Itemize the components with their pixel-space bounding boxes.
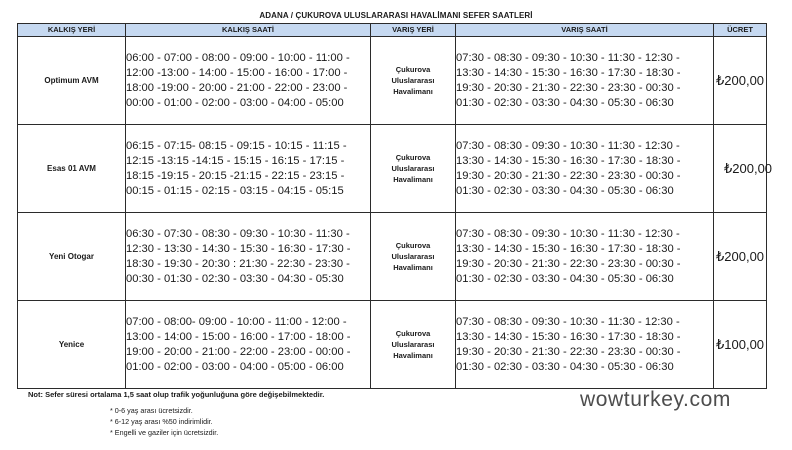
arrival-times-cell [456,37,714,125]
departure-times-line: 12:30 - 13:30 - 14:30 - 15:30 - 16:30 - 17:30 - [126,242,351,255]
arrival-times-line: 01:30 - 02:30 - 03:30 - 04:30 - 05:30 - 06:30 [456,96,674,109]
departure-times-line: 12:00 -13:00 - 14:00 - 15:00 - 16:00 - 17:00 - [126,66,348,79]
header-departure-place: KALKIŞ YERİ [18,24,126,37]
destination-line: Uluslararası [391,164,435,173]
destination-line: Havalimanı [393,87,433,96]
origin-cell: Yenice [18,301,126,389]
destination-line: Havalimanı [393,263,433,272]
header-row [18,24,767,37]
note-item: * 6-12 yaş arası %50 indirimlidir. [110,417,213,426]
duration-note: Not: Sefer süresi ortalama 1,5 saat olup trafik yoğunluğuna göre değişebilmektedir. [28,390,325,399]
destination-line: Uluslararası [391,340,435,349]
departure-times-line: 13:00 - 14:00 - 15:00 - 16:00 - 17:00 - 18:00 - [126,330,351,343]
departure-times-cell [126,301,371,389]
origin-cell: Optimum AVM [18,37,126,125]
arrival-times-line: 13:30 - 14:30 - 15:30 - 16:30 - 17:30 - 18:30 - [456,330,681,343]
destination-cell [371,125,456,213]
arrival-times-line: 07:30 - 08:30 - 09:30 - 10:30 - 11:30 - 12:30 - [456,51,680,64]
arrival-times-line: 07:30 - 08:30 - 09:30 - 10:30 - 11:30 - 12:30 - [456,227,680,240]
arrival-times-cell [456,213,714,301]
arrival-times-line: 19:30 - 20:30 - 21:30 - 22:30 - 23:30 - 00:30 - [456,81,681,94]
destination-cell [371,213,456,301]
arrival-times-line: 01:30 - 02:30 - 03:30 - 04:30 - 05:30 - 06:30 [456,272,674,285]
departure-times-line: 06:30 - 07:30 - 08:30 - 09:30 - 10:30 - 11:30 - [126,227,350,240]
table-row [18,213,767,301]
destination-line: Çukurova [395,241,431,250]
schedule-table [17,23,773,389]
note-item: * Engelli ve gaziler için ücretsizdir. [110,428,219,437]
destination-line: Çukurova [395,65,431,74]
destination-line: Uluslararası [391,76,435,85]
header-arrival-time: VARIŞ SAATİ [456,24,714,37]
table-row [18,125,767,213]
destination-line: Havalimanı [393,351,433,360]
fare-cell: ₺200,00 [714,213,767,301]
departure-times-line: 06:00 - 07:00 - 08:00 - 09:00 - 10:00 - 11:00 - [126,51,350,64]
destination-line: Çukurova [395,153,431,162]
departure-times-line: 19:00 - 20:00 - 21:00 - 22:00 - 23:00 - 00:00 - [126,345,351,358]
schedule-title: ADANA / ÇUKUROVA ULUSLARARASI HAVALİMANI SEFER SAATLERİ [259,11,533,20]
destination-line: Uluslararası [391,252,435,261]
arrival-times-line: 13:30 - 14:30 - 15:30 - 16:30 - 17:30 - 18:30 - [456,66,681,79]
arrival-times-line: 01:30 - 02:30 - 03:30 - 04:30 - 05:30 - 06:30 [456,184,674,197]
departure-times-line: 12:15 -13:15 -14:15 - 15:15 - 16:15 - 17:15 - [126,154,345,167]
origin-cell: Esas 01 AVM [18,125,126,213]
destination-line: Çukurova [395,329,431,338]
departure-times-line: 00:15 - 01:15 - 02:15 - 03:15 - 04:15 - 05:15 [126,184,344,197]
arrival-times-line: 19:30 - 20:30 - 21:30 - 22:30 - 23:30 - 00:30 - [456,345,681,358]
arrival-times-line: 07:30 - 08:30 - 09:30 - 10:30 - 11:30 - 12:30 - [456,139,680,152]
arrival-times-cell [456,125,714,213]
arrival-times-cell [456,301,714,389]
departure-times-cell [126,125,371,213]
departure-times-line: 01:00 - 02:00 - 03:00 - 04:00 - 05:00 - 06:00 [126,360,344,373]
fare-cell: ₺200,00 [714,125,767,213]
header-fare: ÜCRET [714,24,767,37]
arrival-times-line: 13:30 - 14:30 - 15:30 - 16:30 - 17:30 - 18:30 - [456,154,681,167]
departure-times-line: 18:00 -19:00 - 20:00 - 21:00 - 22:00 - 23:00 - [126,81,348,94]
destination-cell [371,37,456,125]
table-row [18,301,767,389]
arrival-times-line: 19:30 - 20:30 - 21:30 - 22:30 - 23:30 - 00:30 - [456,257,681,270]
arrival-times-line: 19:30 - 20:30 - 21:30 - 22:30 - 23:30 - 00:30 - [456,169,681,182]
fare-cell: ₺200,00 [714,37,767,125]
watermark: wowturkey.com [580,388,731,411]
departure-times-line: 07:00 - 08:00- 09:00 - 10:00 - 11:00 - 12:00 - [126,315,347,328]
departure-times-line: 06:15 - 07:15- 08:15 - 09:15 - 10:15 - 11:15 - [126,139,347,152]
discount-notes [110,405,218,438]
arrival-times-line: 13:30 - 14:30 - 15:30 - 16:30 - 17:30 - 18:30 - [456,242,681,255]
destination-cell [371,301,456,389]
header-departure-time: KALKIŞ SAATİ [126,24,371,37]
note-item: * 0-6 yaş arası ücretsizdir. [110,406,193,415]
origin-cell: Yeni Otogar [18,213,126,301]
header-arrival-place: VARIŞ YERİ [371,24,456,37]
table-row [18,37,767,125]
destination-line: Havalimanı [393,175,433,184]
fare-cell: ₺100,00 [714,301,767,389]
departure-times-line: 00:30 - 01:30 - 02:30 - 03:30 - 04:30 - 05:30 [126,272,344,285]
departure-times-cell [126,37,371,125]
departure-times-line: 18:15 -19:15 - 20:15 -21:15 - 22:15 - 23:15 - [126,169,345,182]
arrival-times-line: 07:30 - 08:30 - 09:30 - 10:30 - 11:30 - 12:30 - [456,315,680,328]
departure-times-line: 18:30 - 19:30 - 20:30 : 21:30 - 22:30 - 23:30 - [126,257,350,270]
departure-times-cell [126,213,371,301]
arrival-times-line: 01:30 - 02:30 - 03:30 - 04:30 - 05:30 - 06:30 [456,360,674,373]
departure-times-line: 00:00 - 01:00 - 02:00 - 03:00 - 04:00 - 05:00 [126,96,344,109]
